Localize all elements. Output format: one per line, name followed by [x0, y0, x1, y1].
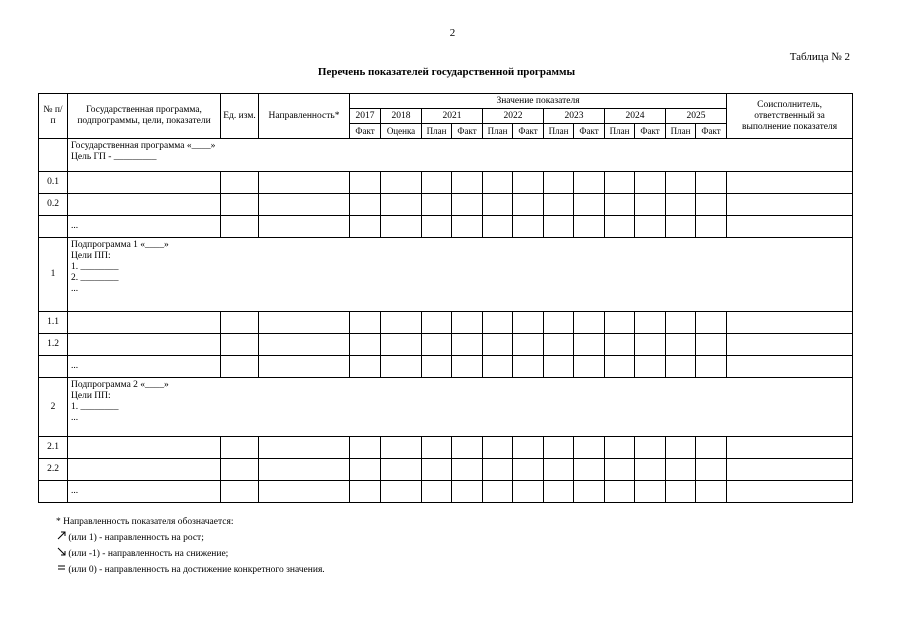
table-cell	[513, 194, 544, 216]
header-sub: Факт	[350, 124, 381, 139]
subprogram1-title: Подпрограмма 1 «____»	[71, 240, 169, 250]
table-cell	[666, 172, 696, 194]
indicators-table	[38, 93, 853, 503]
header-unit: Ед. изм.	[221, 94, 259, 139]
header-year: 2021	[422, 109, 483, 124]
row-indicator	[68, 194, 221, 216]
table-cell	[259, 459, 350, 481]
table-cell	[350, 481, 381, 503]
table-cell	[544, 334, 574, 356]
table-cell	[350, 194, 381, 216]
table-cell	[544, 172, 574, 194]
footnotes	[56, 514, 325, 579]
row-number: 0.2	[39, 194, 68, 216]
table-cell	[381, 172, 422, 194]
header-sub: Оценка	[381, 124, 422, 139]
table-cell	[422, 334, 452, 356]
table-cell	[666, 459, 696, 481]
table-cell	[574, 312, 605, 334]
table-cell	[696, 481, 727, 503]
table-cell	[350, 356, 381, 378]
table-cell	[605, 437, 635, 459]
table-row	[39, 356, 853, 378]
table-cell	[696, 312, 727, 334]
table-cell	[513, 216, 544, 238]
table-cell	[666, 312, 696, 334]
row-indicator	[68, 459, 221, 481]
table-cell	[483, 216, 513, 238]
table-cell	[221, 459, 259, 481]
table-row	[39, 216, 853, 238]
row-indicator	[68, 437, 221, 459]
table-cell	[666, 334, 696, 356]
row-indicator: ...	[68, 356, 221, 378]
document-title: Перечень показателей государственной программы	[317, 66, 576, 78]
row-number: 2.1	[39, 437, 68, 459]
row-number	[39, 481, 68, 503]
table-cell	[422, 356, 452, 378]
table-cell	[452, 481, 483, 503]
row-number	[39, 216, 68, 238]
header-value: Значение показателя	[350, 94, 727, 109]
table-cell	[605, 459, 635, 481]
table-cell	[452, 459, 483, 481]
table-cell	[350, 459, 381, 481]
table-cell	[483, 194, 513, 216]
table-cell	[221, 216, 259, 238]
table-cell	[727, 437, 853, 459]
table-cell	[221, 334, 259, 356]
table-cell	[605, 334, 635, 356]
table-cell	[259, 216, 350, 238]
table-cell	[605, 481, 635, 503]
table-cell	[350, 334, 381, 356]
row-indicator	[68, 172, 221, 194]
table-cell	[544, 437, 574, 459]
subprogram2-goal-1: 1. ________	[71, 402, 119, 412]
table-cell	[513, 334, 544, 356]
table-cell	[544, 312, 574, 334]
header-sub: План	[483, 124, 513, 139]
table-cell	[452, 194, 483, 216]
table-cell	[666, 437, 696, 459]
subprogram1-goal-more: ...	[71, 284, 79, 294]
table-cell	[605, 172, 635, 194]
table-cell	[350, 172, 381, 194]
header-year: 2024	[605, 109, 666, 124]
header-year: 2023	[544, 109, 605, 124]
header-sub: Факт	[574, 124, 605, 139]
subprogram1-goal-1: 1. ________	[71, 262, 119, 272]
table-cell	[381, 481, 422, 503]
table-cell	[727, 334, 853, 356]
table-cell	[259, 356, 350, 378]
subprogram2-text	[68, 378, 853, 437]
program-goal: Цель ГП - _________	[71, 152, 157, 162]
table-cell	[635, 481, 666, 503]
table-cell	[381, 356, 422, 378]
table-cell	[259, 194, 350, 216]
subprogram1-text	[68, 238, 853, 312]
table-cell	[513, 437, 544, 459]
table-cell	[259, 334, 350, 356]
table-cell	[635, 172, 666, 194]
table-cell	[574, 459, 605, 481]
table-cell	[422, 481, 452, 503]
table-cell	[381, 437, 422, 459]
subprogram2-title: Подпрограмма 2 «____»	[71, 380, 169, 390]
table-row	[39, 437, 853, 459]
subprogram2-section-row	[39, 378, 853, 437]
table-cell	[574, 216, 605, 238]
footnote-down	[56, 546, 325, 562]
table-cell	[350, 312, 381, 334]
table-cell	[727, 481, 853, 503]
table-cell	[221, 172, 259, 194]
header-sub: Факт	[452, 124, 483, 139]
table-cell	[513, 172, 544, 194]
table-cell	[574, 481, 605, 503]
table-cell	[350, 437, 381, 459]
subprogram2-num: 2	[39, 378, 68, 437]
table-cell	[635, 356, 666, 378]
table-row	[39, 334, 853, 356]
table-cell	[483, 312, 513, 334]
table-cell	[513, 459, 544, 481]
table-cell	[666, 216, 696, 238]
table-cell	[259, 312, 350, 334]
table-cell	[727, 312, 853, 334]
table-cell	[635, 334, 666, 356]
row-indicator	[68, 312, 221, 334]
program-title: Государственная программа «____»	[71, 141, 216, 151]
table-cell	[574, 194, 605, 216]
table-cell	[381, 459, 422, 481]
table-cell	[666, 481, 696, 503]
table-cell	[422, 194, 452, 216]
header-year: 2025	[666, 109, 727, 124]
table-cell	[483, 481, 513, 503]
table-cell	[544, 481, 574, 503]
table-cell	[221, 194, 259, 216]
table-cell	[381, 334, 422, 356]
table-cell	[422, 437, 452, 459]
footnote-intro: * Направленность показателя обозначается:	[56, 517, 234, 527]
table-cell	[221, 356, 259, 378]
equals-icon	[56, 562, 66, 578]
table-cell	[574, 437, 605, 459]
arrow-down-icon	[56, 546, 66, 562]
header-year: 2017	[350, 109, 381, 124]
table-cell	[727, 194, 853, 216]
table-cell	[452, 216, 483, 238]
header-sub: Факт	[513, 124, 544, 139]
row-number: 1.1	[39, 312, 68, 334]
table-cell	[513, 312, 544, 334]
table-cell	[696, 356, 727, 378]
table-cell	[635, 459, 666, 481]
table-cell	[259, 437, 350, 459]
table-cell	[574, 356, 605, 378]
subprogram1-goals-label: Цели ПП:	[71, 251, 111, 261]
header-direction: Направленность*	[259, 94, 350, 139]
table-row	[39, 459, 853, 481]
table-cell	[381, 216, 422, 238]
table-cell	[381, 194, 422, 216]
header-num: № п/п	[39, 94, 68, 139]
footnote-up-text: (или 1) - направленность на рост;	[68, 533, 204, 543]
table-cell	[574, 172, 605, 194]
table-cell	[635, 312, 666, 334]
table-cell	[605, 356, 635, 378]
row-number: 1.2	[39, 334, 68, 356]
header-year: 2018	[381, 109, 422, 124]
table-cell	[452, 437, 483, 459]
table-cell	[727, 172, 853, 194]
row-indicator: ...	[68, 216, 221, 238]
table-cell	[666, 356, 696, 378]
header-sub: План	[605, 124, 635, 139]
table-cell	[483, 334, 513, 356]
row-indicator: ...	[68, 481, 221, 503]
table-cell	[221, 437, 259, 459]
table-cell	[635, 194, 666, 216]
table-cell	[727, 216, 853, 238]
header-sub: План	[544, 124, 574, 139]
arrow-up-icon	[56, 530, 66, 546]
table-cell	[544, 356, 574, 378]
table-cell	[422, 172, 452, 194]
table-cell	[452, 356, 483, 378]
header-responsible: Соисполнитель, ответственный за выполнение показателя	[727, 94, 853, 139]
table-cell	[696, 216, 727, 238]
table-cell	[544, 459, 574, 481]
table-cell	[452, 334, 483, 356]
table-cell	[605, 194, 635, 216]
row-number: 2.2	[39, 459, 68, 481]
row-number: 0.1	[39, 172, 68, 194]
subprogram1-goal-2: 2. ________	[71, 273, 119, 283]
subprogram1-section-row	[39, 238, 853, 312]
header-sub: Факт	[696, 124, 727, 139]
row-indicator	[68, 334, 221, 356]
program-section-row	[39, 139, 853, 172]
table-cell	[350, 216, 381, 238]
table-cell	[452, 312, 483, 334]
table-cell	[513, 481, 544, 503]
footnote-equal	[56, 562, 325, 578]
table-cell	[483, 459, 513, 481]
table-cell	[483, 356, 513, 378]
table-row	[39, 172, 853, 194]
table-cell	[727, 459, 853, 481]
program-section-text	[68, 139, 853, 172]
subprogram2-goals-label: Цели ПП:	[71, 391, 111, 401]
table-cell	[422, 216, 452, 238]
table-row	[39, 194, 853, 216]
table-cell	[696, 334, 727, 356]
table-cell	[221, 312, 259, 334]
table-cell	[635, 437, 666, 459]
table-cell	[727, 356, 853, 378]
table-cell	[259, 481, 350, 503]
footnote-down-text: (или -1) - направленность на снижение;	[68, 549, 229, 560]
footnote-up	[56, 530, 325, 546]
header-sub: План	[666, 124, 696, 139]
table-cell	[635, 216, 666, 238]
table-cell	[544, 194, 574, 216]
table-cell	[259, 172, 350, 194]
table-cell	[666, 194, 696, 216]
table-cell	[381, 312, 422, 334]
table-cell	[696, 459, 727, 481]
header-program: Государственная программа, подпрограммы, цели, показатели	[68, 94, 221, 139]
table-row	[39, 312, 853, 334]
table-cell	[452, 172, 483, 194]
table-cell	[483, 437, 513, 459]
subprogram1-num: 1	[39, 238, 68, 312]
header-sub: Факт	[635, 124, 666, 139]
table-cell	[221, 481, 259, 503]
table-label: Таблица № 2	[789, 51, 850, 63]
table-cell	[605, 216, 635, 238]
header-sub: План	[422, 124, 452, 139]
footnote-equal-text: (или 0) - направленность на достижение конкретного значения.	[68, 565, 325, 576]
table-row	[39, 481, 853, 503]
table-cell	[513, 356, 544, 378]
table-cell	[574, 334, 605, 356]
table-cell	[605, 312, 635, 334]
row-number	[39, 356, 68, 378]
header-year: 2022	[483, 109, 544, 124]
table-cell	[696, 172, 727, 194]
table-cell	[422, 312, 452, 334]
table-cell	[696, 437, 727, 459]
table-cell	[483, 172, 513, 194]
table-cell	[696, 194, 727, 216]
subprogram2-goal-more: ...	[71, 413, 79, 423]
table-cell	[422, 459, 452, 481]
page-number: 2	[449, 27, 456, 39]
table-cell	[544, 216, 574, 238]
